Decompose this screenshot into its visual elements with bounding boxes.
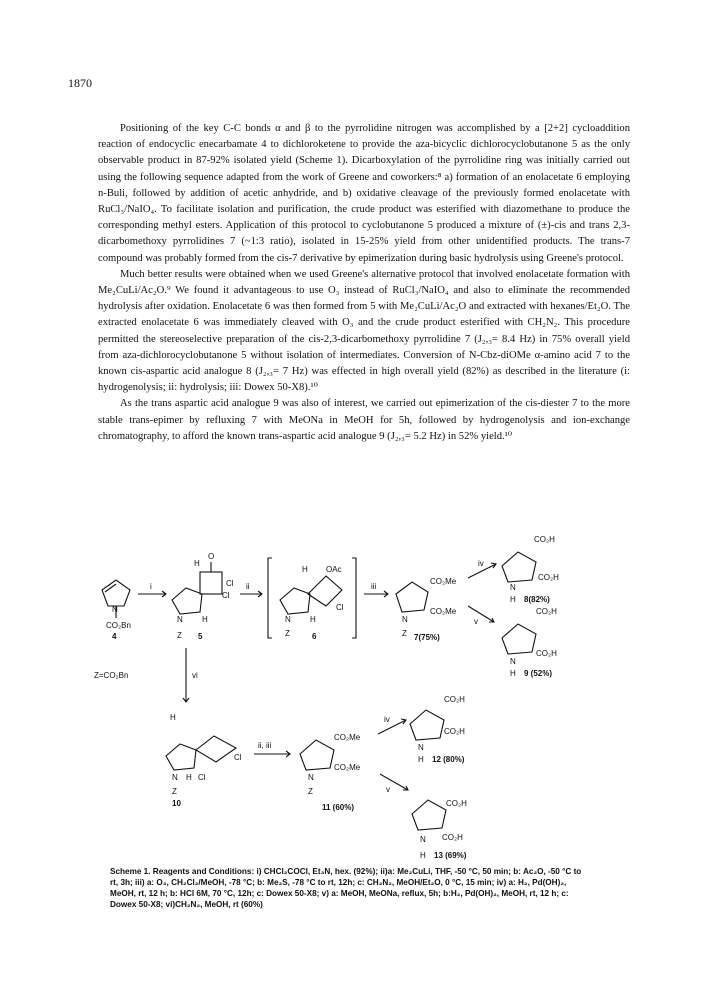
compound-5-label: 5 <box>198 632 203 641</box>
scheme-drawing <box>90 528 650 868</box>
svg-text:Cl: Cl <box>226 579 234 588</box>
z-definition: Z=CO₂Bn <box>94 671 129 680</box>
compound-10 <box>166 713 242 808</box>
n-label: N <box>112 605 118 614</box>
reaction-scheme <box>90 528 650 868</box>
compound-13 <box>412 799 467 860</box>
compound-9 <box>502 607 557 678</box>
svg-text:H: H <box>194 559 200 568</box>
svg-text:ii: ii <box>246 582 250 591</box>
paragraph-1: Positioning of the key C-C bonds α and β to the pyrrolidine nitrogen was accomplished by a [2+2] cycloaddition reaction of endocyclic enecarbamate 4 to dichloroketene to provide the aza-bicyclic dichlorocyclobutanone 5 as the only observable product in 87-92% isolated yield (Scheme 1). Dicarboxylation of the pyrrolidine ring was initially carried out using the following sequence adapted from the work of Greene and coworkers:⁸ a) formation of an enolacetate 6 employing n-Buli, followed by addition of acetic anhydride, and b) oxidative cleavage of the previously formed enolacetate with RuCl₃/NaIO₄. To facilitate isolation and purification, the crude product was esterified with diazomethane to produce the corresponding methyl esters. Application of this protocol to cyclobutanone 5 produced a mixture of (±)-cis and trans 2,3-dicarbomethoxy pyrrolidines 7 (~1:3 ratio), isolated in 15-25% yield from other unidentified products. The trans-7 compound was probably formed from the cis-7 derivative by epimerization during basic hydrolysis using Greene's protocol. <box>98 123 630 264</box>
svg-text:N: N <box>172 773 178 782</box>
svg-text:Z: Z <box>285 629 290 638</box>
compound-7-label: 7(75%) <box>414 633 440 642</box>
svg-text:Z: Z <box>172 787 177 796</box>
compound-12 <box>410 695 465 764</box>
svg-text:H: H <box>418 755 424 764</box>
svg-text:iii: iii <box>371 582 377 591</box>
svg-text:Z: Z <box>402 629 407 638</box>
svg-text:H: H <box>170 713 176 722</box>
arrow-i-label: i <box>150 582 152 591</box>
paragraph-2: Much better results were obtained when we used Greene's alternative protocol that involved enolacetate formation with Me₂CuLi/Ac₂O.⁹ We found it advantageous to use O₃ instead of RuCl₃/NaIO₄ and also to eliminate the recommended hydrolysis after oxidation. Enolacetate 6 was then formed from 5 with Me₂CuLi/Ac₂O and extracted with hexanes/Et₂O. The extracted enolacetate 6 was immediately cleaved with O₃ and the crude product esterified with CH₂N₂. This procedure permitted the stereoselective preparation of the cis-2,3-dicarbomethoxy pyrrolidine 7 (J₂,₃= 8.4 Hz) in 75% overall yield from aza-dichlorocyclobutanone 5 without isolation of intermediates. Conversion of N-Cbz-diOMe α-amino acid 7 to the known cis-aspartic acid analogue 8 (J₂,₃= 7 Hz) was effected in high overall yield (82%) as described in the literature (i: hydrogenolysis; ii: hydrolysis; iii: Dowex 50-X8).¹⁰ <box>98 268 630 394</box>
svg-text:H: H <box>420 851 426 860</box>
compound-12-label: 12 (80%) <box>432 755 465 764</box>
svg-text:ii, iii: ii, iii <box>258 741 272 750</box>
svg-text:Cl: Cl <box>198 773 206 782</box>
svg-text:N: N <box>510 657 516 666</box>
svg-text:CO₂H: CO₂H <box>534 535 555 544</box>
svg-text:N: N <box>420 835 426 844</box>
scheme-caption: Scheme 1. Reagents and Conditions: i) CHCl₂COCl, Et₃N, hex. (92%); ii)a: Me₂CuLi, THF, -50 °C, 50 min; b: Ac₂O, -50 °C to rt, 3h; iii) a: O₃, CH₂Cl₂/MeOH, -78 °C; b: Me₂S, -78 °C to rt, 12h; c: CH₂N₂, MeOH/Et₂O, 0 °C, 15 min; iv) a: H₂, Pd(OH)₂, MeOH, rt, 12 h; b: HCl 6M, 70 °C, 12h; c: Dowex 50-X8; v) a: MeOH, MeONa, reflux, 5h; b:H₂, Pd(OH)₂, MeOH, rt, 12 h; c: Dowex 50-X8; vi)CH₂N₂, MeOH, rt (60%) <box>110 867 582 909</box>
svg-text:CO₂Me: CO₂Me <box>430 577 457 586</box>
compound-7 <box>396 577 457 642</box>
paragraph-3: As the trans aspartic acid analogue 9 was also of interest, we carried out epimerization of the cis-diester 7 to the more stable trans-epimer by refluxing 7 with MeONa in MeOH for 5h, followed by hydrogenolysis and ion-exchange chromatography, to afford the known trans-aspartic acid analogue 9 (J₂,₃= 5.2 Hz) in 52% yield.¹⁰ <box>98 398 630 442</box>
svg-text:O: O <box>208 552 215 561</box>
compound-4-label: 4 <box>112 632 117 641</box>
compound-5 <box>172 552 234 641</box>
svg-text:N: N <box>402 615 408 624</box>
svg-text:CO₂H: CO₂H <box>536 649 557 658</box>
svg-text:vi: vi <box>192 671 198 680</box>
compound-6-label: 6 <box>312 632 317 641</box>
svg-text:N: N <box>308 773 314 782</box>
svg-text:v: v <box>386 785 390 794</box>
svg-text:CO₂Me: CO₂Me <box>430 607 457 616</box>
svg-text:CO₂H: CO₂H <box>446 799 467 808</box>
compound-11-label: 11 (60%) <box>322 803 355 812</box>
svg-text:iv: iv <box>384 715 390 724</box>
compound-13-label: 13 (69%) <box>434 851 467 860</box>
svg-text:N: N <box>510 583 516 592</box>
svg-text:CO₂H: CO₂H <box>442 833 463 842</box>
compound-4 <box>102 580 131 641</box>
svg-text:H: H <box>186 773 192 782</box>
compound-8-label: 8(82%) <box>524 595 550 604</box>
svg-text:Cl: Cl <box>222 591 230 600</box>
svg-text:CO₂Me: CO₂Me <box>334 733 361 742</box>
svg-text:CO₂Me: CO₂Me <box>334 763 361 772</box>
svg-text:CO₂H: CO₂H <box>536 607 557 616</box>
page-number: 1870 <box>68 76 92 90</box>
svg-text:iv: iv <box>478 559 484 568</box>
svg-text:H: H <box>202 615 208 624</box>
body-text <box>98 121 630 445</box>
compound-6 <box>268 558 356 641</box>
svg-text:H: H <box>510 595 516 604</box>
svg-text:N: N <box>285 615 291 624</box>
svg-text:N: N <box>418 743 424 752</box>
svg-text:Z: Z <box>177 631 182 640</box>
compound-10-label: 10 <box>172 799 181 808</box>
svg-text:v: v <box>474 617 478 626</box>
svg-text:N: N <box>177 615 183 624</box>
svg-text:CO₂H: CO₂H <box>444 727 465 736</box>
compound-8 <box>502 535 559 604</box>
compound-9-label: 9 (52%) <box>524 669 553 678</box>
svg-text:Cl: Cl <box>336 603 344 612</box>
svg-text:Z: Z <box>308 787 313 796</box>
svg-text:H: H <box>302 565 308 574</box>
compound-11 <box>300 733 361 812</box>
svg-text:CO₂H: CO₂H <box>538 573 559 582</box>
svg-text:Cl: Cl <box>234 753 242 762</box>
svg-text:CO₂H: CO₂H <box>444 695 465 704</box>
svg-text:H: H <box>310 615 316 624</box>
co2bn-label: CO₂Bn <box>106 621 131 630</box>
svg-text:OAc: OAc <box>326 565 342 574</box>
svg-text:H: H <box>510 669 516 678</box>
